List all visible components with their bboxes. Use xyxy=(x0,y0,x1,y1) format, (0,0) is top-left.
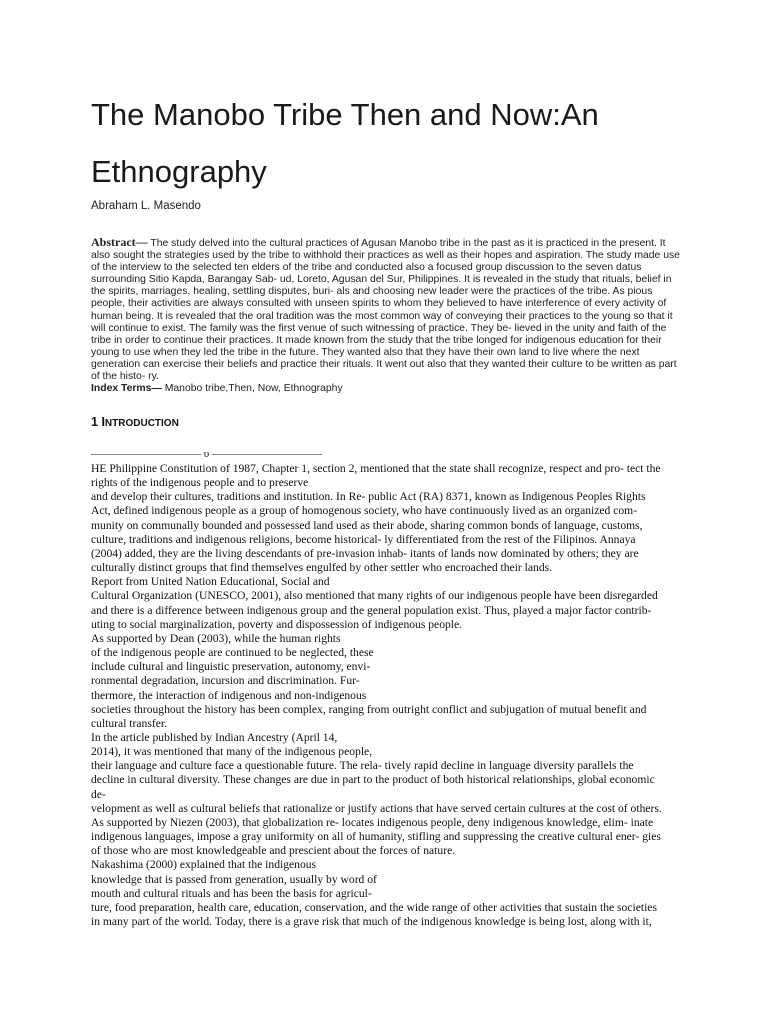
body-line: culturally distinct groups that find themselves engulfed by other settler who encroached their lands. xyxy=(91,561,553,575)
body-line: thermore, the interaction of indigenous and non-indigenous xyxy=(91,688,367,702)
section-heading xyxy=(91,415,179,429)
body-line: de- xyxy=(91,787,106,801)
body-line: munity on communally bounded and possessed land used as their abode, sharing common bonds of language, customs, xyxy=(91,518,643,532)
abstract-label: Abstract— xyxy=(91,235,148,249)
body-line: In the article published by Indian Ancestry (April 14, xyxy=(91,730,338,744)
paper-title xyxy=(91,86,731,200)
section-number: 1 xyxy=(91,415,102,429)
body-text xyxy=(91,462,661,929)
body-line: of the indigenous people are continued to be neglected, these xyxy=(91,646,374,660)
body-line: Nakashima (2000) explained that the indigenous xyxy=(91,858,317,872)
body-line: societies throughout the history has been complex, ranging from outright conflict and subjugation of mutual benefit and xyxy=(91,702,647,716)
abstract-text: The study delved into the cultural practices of Agusan Manobo tribe in the past as it is practiced in the present. It also sought the strategies used by the tribe to withhold their practices as well as their hopes and aspiration. The study made use of the interview to the selected ten elders of the tribe and conducted also a focused group discussion to the seven datus surrounding Sitio Kapda, Barangay Sab- ud, Loreto, Agusan del Sur, Philippines. It is revealed in the study that rituals, belief in the spirits, marriages, healing, settling disputes, buri- als and choosing new leader were the practices of the tribe. As pious people, their activities are always consulted with unseen spirits to whom they believed to have interference of every activity of human being. It is revealed that the oral tradition was the most common way of conveying their practices to the young so that it will continue to exist. The family was the first venue of such witnessing of practice. They be- lieved in the unity and faith of the tribe in order to continue their practices. It made known from the study that the tribe longed for indigenous education for their young to use when they led the tribe in the future. They wanted also that they have their own land to live where the next generation can exercise their beliefs and practice their rituals. It went out also that they wanted their culture to be written as part of the histo- ry. xyxy=(91,238,680,383)
body-line: and develop their cultures, traditions and institution. In Re- public Act (RA) 8371, known as Indigenous Peoples Rights xyxy=(91,490,646,504)
body-line: As supported by Niezen (2003), that globalization re- locates indigenous people, deny indigenous knowledge, elim- inate xyxy=(91,815,654,829)
body-line: of those who are most knowledgeable and prescient about the forces of nature. xyxy=(91,844,456,858)
body-line: HE Philippine Constitution of 1987, Chapter 1, section 2, mentioned that the state shall recognize, respect and pro- tect the xyxy=(91,462,661,475)
body-line: rights of the indigenous people and to preserve xyxy=(91,476,309,490)
body-line: mouth and cultural rituals and has been the basis for agricul- xyxy=(91,886,372,900)
body-line: velopment as well as cultural beliefs that rationalize or justify actions that have served certain cultures at the cost of others. xyxy=(91,801,662,815)
title-line-2: Ethnography xyxy=(91,154,267,189)
index-terms-label: Index Terms— xyxy=(91,383,162,394)
separator-rule: —————————— υ —————————— xyxy=(91,448,322,460)
body-line: include cultural and linguistic preservation, autonomy, envi- xyxy=(91,660,371,674)
body-line: (2004) added, they are the living descendants of pre-invasion inhab- itants of lands now dominated by others; they are xyxy=(91,546,639,560)
body-line: uting to social marginalization, poverty and dispossession of indigenous people. xyxy=(91,617,463,631)
abstract xyxy=(91,236,681,383)
body-line: knowledge that is passed from generation, usually by word of xyxy=(91,872,377,886)
body-line: and there is a difference between indigenous group and the general population exist. Thus, played a major factor contrib- xyxy=(91,603,652,617)
body-line: ture, food preparation, health care, education, conservation, and the wide range of other activities that sustain the societies xyxy=(91,900,657,914)
index-terms-text: Manobo tribe,Then, Now, Ethnography xyxy=(161,383,343,394)
section-initial: I xyxy=(101,415,105,429)
author-name: Abraham L. Masendo xyxy=(91,200,201,212)
body-line: 2014), it was mentioned that many of the indigenous people, xyxy=(91,745,373,759)
body-line: culture, traditions and indigenous religions, become historical- ly differentiated from the rest of the Filipinos. Annaya xyxy=(91,532,636,546)
body-line: Report from United Nation Educational, Social and xyxy=(91,575,330,589)
body-line: cultural transfer. xyxy=(91,716,167,730)
index-terms xyxy=(91,383,343,394)
body-line: decline in cultural diversity. These changes are due in part to the product of both historical relationships, global economic xyxy=(91,773,655,787)
body-line: Act, defined indigenous people as a group of homogenous society, who have continuously lived as an organized com- xyxy=(91,504,638,518)
body-line: Cultural Organization (UNESCO, 2001), also mentioned that many rights of our indigenous people have been disregarded xyxy=(91,589,658,603)
title-line-1: The Manobo Tribe Then and Now:An xyxy=(91,97,599,132)
body-line: indigenous languages, impose a gray uniformity on all of humanity, stifling and suppressing the creative cultural ener- gies xyxy=(91,830,661,844)
body-line: their language and culture face a questionable future. The rela- tively rapid decline in language diversity parallels the xyxy=(91,759,634,773)
body-line: ronmental degradation, incursion and discrimination. Fur- xyxy=(91,674,360,688)
body-line: As supported by Dean (2003), while the human rights xyxy=(91,631,341,645)
section-title-rest: NTRODUCTION xyxy=(104,418,179,429)
body-line: in many part of the world. Today, there is a grave risk that much of the indigenous knowledge is being lost, along with it, xyxy=(91,915,652,928)
